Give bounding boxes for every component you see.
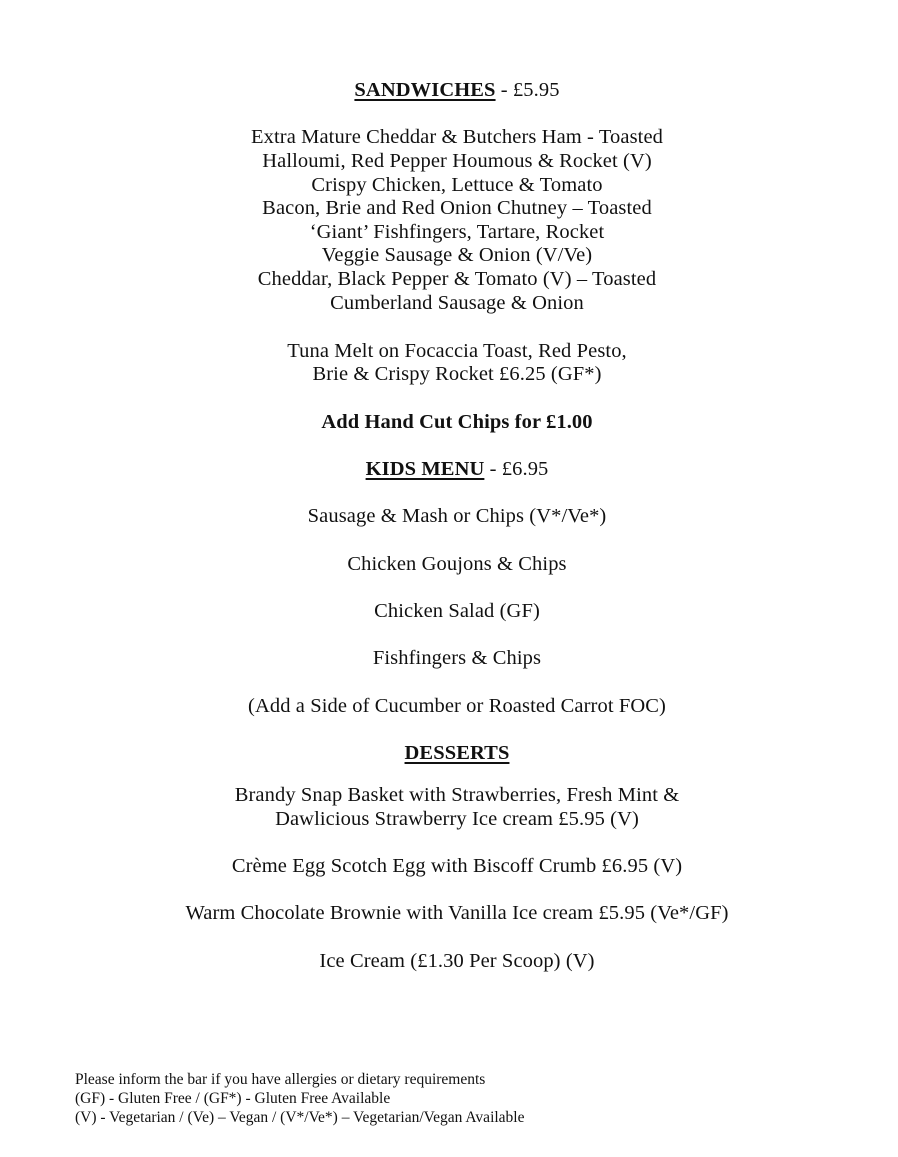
allergen-key-gf: (GF) - Gluten Free / (GF*) - Gluten Free Available (75, 1090, 391, 1107)
kids-item: Fishfingers & Chips (372, 647, 542, 669)
sandwich-item: ‘Giant’ Fishfingers, Tartare, Rocket (309, 221, 605, 243)
sandwich-item: Crispy Chicken, Lettuce & Tomato (311, 174, 603, 196)
kids-item: Chicken Goujons & Chips (347, 553, 567, 575)
allergen-key-v: (V) - Vegetarian / (Ve) – Vegan / (V*/Ve*) – Vegetarian/Vegan Available (75, 1109, 525, 1126)
chips-addon: Add Hand Cut Chips for £1.00 (321, 411, 593, 433)
sandwich-special-line: Brie & Crispy Rocket £6.25 (GF*) (312, 363, 602, 385)
kids-side-note: (Add a Side of Cucumber or Roasted Carrot FOC) (248, 695, 666, 717)
kids-item: Chicken Salad (GF) (374, 600, 540, 622)
dessert-item-line: Warm Chocolate Brownie with Vanilla Ice cream £5.95 (Ve*/GF) (185, 902, 729, 924)
desserts-title: DESSERTS (404, 742, 510, 764)
sandwiches-title: SANDWICHES (354, 79, 496, 101)
sandwich-item: Extra Mature Cheddar & Butchers Ham - Toasted (251, 126, 663, 148)
sandwiches-price: - £5.95 (495, 79, 560, 101)
sandwich-item: Veggie Sausage & Onion (V/Ve) (321, 244, 593, 266)
kids-menu-price: - £6.95 (484, 458, 549, 480)
kids-menu-title: KIDS MENU (365, 458, 485, 480)
desserts-heading (0, 741, 898, 765)
sandwich-item: Cumberland Sausage & Onion (330, 292, 584, 314)
sandwiches-heading (0, 78, 898, 102)
sandwich-item: Bacon, Brie and Red Onion Chutney – Toasted (262, 197, 652, 219)
dessert-item-line: Dawlicious Strawberry Ice cream £5.95 (V) (275, 808, 639, 830)
dessert-item-line: Ice Cream (£1.30 Per Scoop) (V) (319, 950, 595, 972)
dessert-item-line: Crème Egg Scotch Egg with Biscoff Crumb £6.95 (V) (231, 855, 683, 877)
dessert-item-line: Brandy Snap Basket with Strawberries, Fresh Mint & (234, 784, 680, 806)
sandwich-item: Cheddar, Black Pepper & Tomato (V) – Toasted (257, 268, 657, 290)
sandwich-item: Halloumi, Red Pepper Houmous & Rocket (V) (262, 150, 652, 172)
sandwich-special-line: Tuna Melt on Focaccia Toast, Red Pesto, (287, 340, 627, 362)
allergen-note: Please inform the bar if you have allergies or dietary requirements (75, 1071, 486, 1088)
allergen-footer (75, 1070, 525, 1127)
kids-menu-heading (0, 457, 898, 481)
kids-item: Sausage & Mash or Chips (V*/Ve*) (307, 505, 607, 527)
